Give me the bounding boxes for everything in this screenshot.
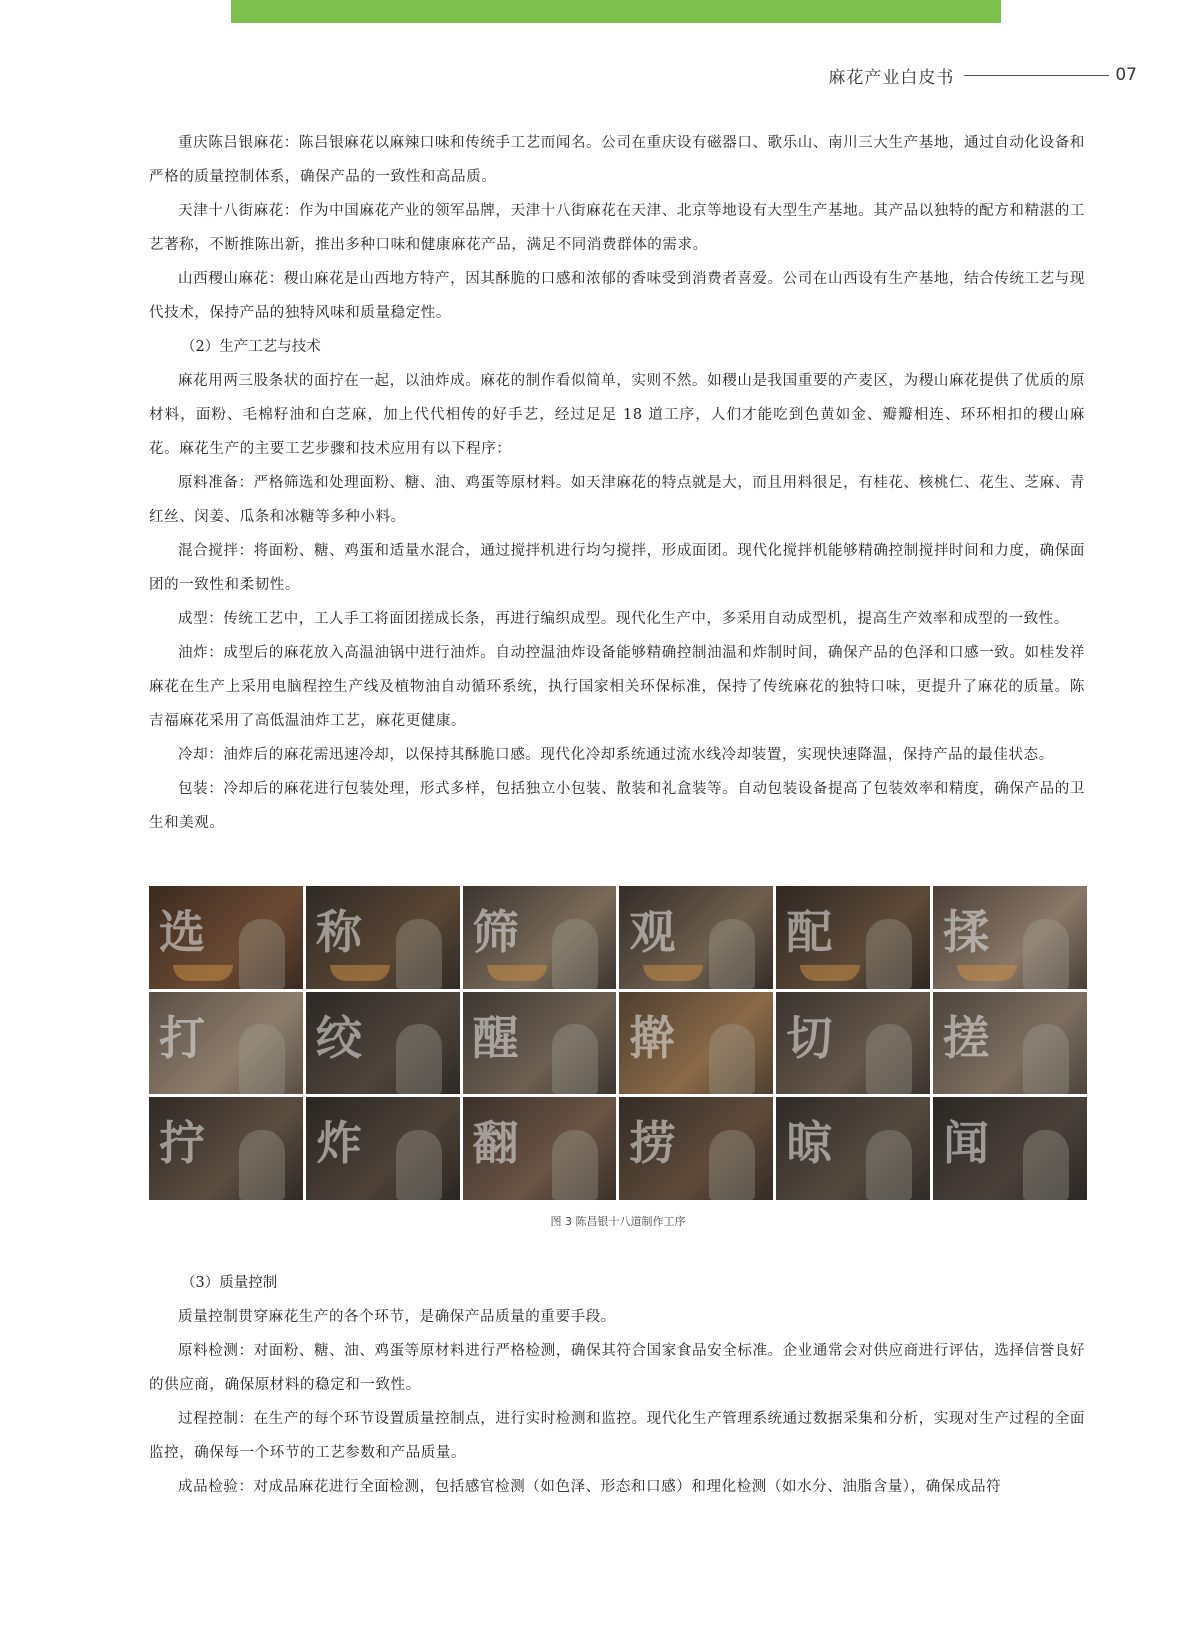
page-number: 07: [1115, 65, 1137, 85]
paragraph: 油炸：成型后的麻花放入高温油锅中进行油炸。自动控温油炸设备能够精确控制油温和炸制时间，确保产品的色泽和口感一致。如桂发祥麻花在生产上采用电脑程控生产线及植物油自动循环系统，执行国家相关环保标准，保持了传统麻花的独特口味，更提升了麻花的质量。陈吉福麻花采用了高低温油炸工艺，麻花更健康。: [149, 645, 1085, 729]
craftsman-silhouette: [1023, 919, 1069, 989]
paragraph: 成品检验：对成品麻花进行全面检测，包括感官检测（如色泽、形态和口感）和理化检测（如水分、油脂含量），确保成品符: [178, 1479, 1002, 1495]
bowl-shape: [330, 965, 390, 981]
process-step-label: 晾: [786, 1116, 833, 1171]
paragraph: 麻花用两三股条状的面拧在一起，以油炸成。麻花的制作看似简单，实则不然。如稷山是我国重要的产麦区，为稷山麻花提供了优质的原材料，面粉、毛棉籽油和白芝麻，加上代代相传的好手艺，经过足足 18 道工序，人们才能吃到色黄如金、瓣瓣相连、环环相扣的稷山麻花。麻花生产的主要工艺步骤和技术应用有以下程序：: [149, 373, 1085, 457]
process-step-label: 拧: [159, 1116, 205, 1171]
craftsman-silhouette: [239, 919, 285, 989]
process-photo: [306, 992, 460, 1095]
header-rule: [964, 75, 1109, 76]
process-photo: [619, 992, 773, 1095]
process-photo: [306, 886, 460, 989]
craftsman-silhouette: [552, 1024, 598, 1094]
process-step-label: 称: [315, 905, 362, 959]
paragraph: 山西稷山麻花：稷山麻花是山西地方特产，因其酥脆的口感和浓郁的香味受到消费者喜爱。公司在山西设有生产基地，结合传统工艺与现代技术，保持产品的独特风味和质量稳定性。: [149, 271, 1085, 321]
section-heading-production: （2）生产工艺与技术: [181, 339, 321, 355]
process-step-label: 选: [159, 905, 205, 959]
process-photo: [619, 886, 773, 989]
paragraph: 重庆陈吕银麻花：陈吕银麻花以麻辣口味和传统手工艺而闻名。公司在重庆设有磁器口、歌乐山、南川三大生产基地，通过自动化设备和严格的质量控制体系，确保产品的一致性和高品质。: [149, 135, 1085, 185]
top-accent-bar: [231, 0, 1001, 23]
paragraph: 混合搅拌：将面粉、糖、鸡蛋和适量水混合，通过搅拌机进行均匀搅拌，形成面团。现代化搅拌机能够精确控制搅拌时间和力度，确保面团的一致性和柔韧性。: [149, 543, 1085, 593]
craftsman-silhouette: [1023, 1130, 1069, 1200]
process-step-label: 捞: [629, 1116, 676, 1171]
process-step-label: 搓: [943, 1010, 990, 1065]
bowl-shape: [957, 965, 1017, 981]
craftsman-silhouette: [866, 919, 912, 989]
process-photo: [306, 1097, 460, 1200]
process-step-label: 炸: [315, 1116, 362, 1171]
bowl-shape: [643, 965, 703, 981]
paragraph: 包装：冷却后的麻花进行包装处理，形式多样，包括独立小包装、散装和礼盒装等。自动包装设备提高了包装效率和精度，确保产品的卫生和美观。: [149, 781, 1085, 831]
process-step-label: 醒: [472, 1010, 519, 1065]
document-title: 麻花产业白皮书: [828, 67, 955, 88]
process-step-label: 筛: [472, 905, 519, 959]
paragraph: 原料准备：严格筛选和处理面粉、糖、油、鸡蛋等原材料。如天津麻花的特点就是大，而且用料很足，有桂花、核桃仁、花生、芝麻、青红丝、闵姜、瓜条和冰糖等多种小料。: [149, 475, 1085, 525]
process-photo: [463, 1097, 617, 1200]
craftsman-silhouette: [709, 919, 755, 989]
craftsman-silhouette: [239, 1130, 285, 1200]
paragraph: 过程控制：在生产的每个环节设置质量控制点，进行实时检测和监控。现代化生产管理系统通过数据采集和分析，实现对生产过程的全面监控，确保每一个环节的工艺参数和产品质量。: [149, 1411, 1085, 1461]
process-photo: [149, 992, 303, 1095]
paragraph: 天津十八街麻花：作为中国麻花产业的领军品牌，天津十八街麻花在天津、北京等地设有大型生产基地。其产品以独特的配方和精湛的工艺著称，不断推陈出新，推出多种口味和健康麻花产品，满足不同消费群体的需求。: [149, 203, 1085, 253]
craftsman-silhouette: [552, 919, 598, 989]
process-photo: [933, 1097, 1087, 1200]
paragraph: 成型：传统工艺中，工人手工将面团搓成长条，再进行编织成型。现代化生产中，多采用自动成型机，提高生产效率和成型的一致性。: [178, 611, 1069, 627]
process-photo: [463, 992, 617, 1095]
craftsman-silhouette: [552, 1130, 598, 1200]
page-header: [828, 62, 1137, 88]
process-step-label: 翻: [472, 1116, 519, 1171]
bowl-shape: [173, 965, 233, 981]
section-heading-quality: （3）质量控制: [181, 1275, 278, 1291]
paragraph: 原料检测：对面粉、糖、油、鸡蛋等原材料进行严格检测，确保其符合国家食品安全标准。企业通常会对供应商进行评估，选择信誉良好的供应商，确保原材料的稳定和一致性。: [149, 1343, 1085, 1393]
process-photo: [149, 1097, 303, 1200]
process-photo: [619, 1097, 773, 1200]
process-photo-grid: [149, 886, 1087, 1200]
craftsman-silhouette: [396, 1130, 442, 1200]
craftsman-silhouette: [709, 1024, 755, 1094]
process-photo: [463, 886, 617, 989]
craftsman-silhouette: [866, 1024, 912, 1094]
paragraph: 冷却：油炸后的麻花需迅速冷却，以保持其酥脆口感。现代化冷却系统通过流水线冷却装置，实现快速降温，保持产品的最佳状态。: [178, 747, 1054, 763]
paragraph: 质量控制贯穿麻花生产的各个环节，是确保产品质量的重要手段。: [178, 1309, 616, 1325]
process-step-label: 擀: [629, 1010, 676, 1065]
process-photo: [933, 992, 1087, 1095]
bowl-shape: [800, 965, 860, 981]
process-step-label: 揉: [943, 905, 990, 959]
craftsman-silhouette: [396, 1024, 442, 1094]
craftsman-silhouette: [396, 919, 442, 989]
craftsman-silhouette: [239, 1024, 285, 1094]
process-photo: [149, 886, 303, 989]
process-photo: [776, 992, 930, 1095]
craftsman-silhouette: [1023, 1024, 1069, 1094]
process-step-label: 闻: [943, 1116, 990, 1171]
main-content-top: [149, 126, 1085, 840]
process-photo: [776, 1097, 930, 1200]
process-photo: [933, 886, 1087, 989]
process-step-label: 切: [786, 1010, 833, 1065]
process-step-label: 配: [786, 905, 833, 959]
process-step-label: 绞: [315, 1010, 362, 1065]
craftsman-silhouette: [866, 1130, 912, 1200]
craftsman-silhouette: [709, 1130, 755, 1200]
bowl-shape: [487, 965, 547, 981]
process-step-label: 观: [629, 905, 676, 959]
process-step-label: 打: [159, 1010, 205, 1065]
figure-caption: 图 3 陈昌银十八道制作工序: [550, 1215, 686, 1228]
process-photo: [776, 886, 930, 989]
main-content-bottom: [149, 1266, 1085, 1504]
